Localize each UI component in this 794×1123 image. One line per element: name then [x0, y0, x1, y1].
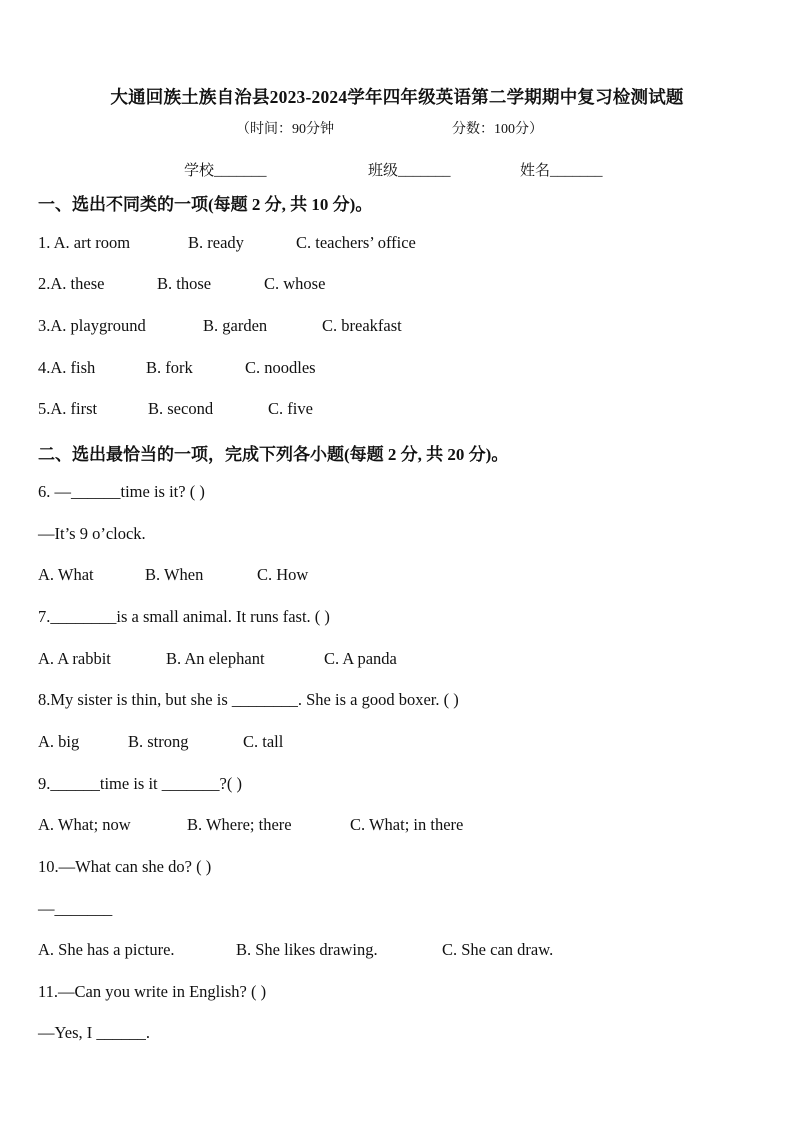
- q2-option-a: 2.A. these: [38, 274, 105, 293]
- section2-heading: 二、选出最恰当的一项，完成下列各小题(每题 2 分, 共 20 分)。: [38, 445, 509, 464]
- q3-option-a: 3.A. playground: [38, 316, 146, 335]
- q5-option-a: 5.A. first: [38, 399, 98, 418]
- q11-stem: 11.—Can you write in English? ( ): [38, 982, 267, 1001]
- q1-option-c: C. teachers’ office: [296, 233, 416, 252]
- q10-option-b: B. She likes drawing.: [236, 940, 378, 959]
- q7-option-a: A. A rabbit: [38, 649, 111, 668]
- q2-option-b: B. those: [157, 274, 212, 293]
- q10-option-a: A. She has a picture.: [38, 940, 175, 959]
- q10-reply: —_______: [38, 899, 113, 918]
- q6-option-b: B. When: [145, 565, 204, 584]
- q8-option-b: B. strong: [128, 732, 189, 751]
- q7-option-c: C. A panda: [324, 649, 397, 668]
- q8-option-c: C. tall: [243, 732, 284, 751]
- q6-reply: —It’s 9 o’clock.: [38, 524, 146, 543]
- class-field: 班级_______: [368, 163, 451, 179]
- school-field: 学校_______: [184, 163, 267, 179]
- q6-option-c: C. How: [257, 565, 309, 584]
- q9-option-c: C. What; in there: [350, 815, 464, 834]
- q4-option-b: B. fork: [146, 358, 193, 377]
- q10-option-c: C. She can draw.: [442, 940, 554, 959]
- exam-time: （时间：90分钟: [236, 122, 334, 137]
- q8-option-a: A. big: [38, 732, 80, 751]
- q1-option-b: B. ready: [188, 233, 244, 252]
- name-field: 姓名_______: [520, 163, 603, 179]
- q5-option-b: B. second: [148, 399, 214, 418]
- q11-reply: —Yes, I ______.: [38, 1023, 151, 1042]
- q5-option-c: C. five: [268, 399, 313, 418]
- q4-option-a: 4.A. fish: [38, 358, 96, 377]
- q3-option-b: B. garden: [203, 316, 268, 335]
- exam-score: 分数：100分）: [452, 122, 543, 137]
- page-title: 大通回族土族自治县2023-2024学年四年级英语第二学期期中复习检测试题: [110, 87, 684, 107]
- q8-stem: 8.My sister is thin, but she is ________. She is a good boxer. ( ): [38, 690, 459, 709]
- q9-option-b: B. Where; there: [187, 815, 292, 834]
- q6-option-a: A. What: [38, 565, 94, 584]
- q7-option-b: B. An elephant: [166, 649, 265, 668]
- q7-stem: 7.________is a small animal. It runs fast. ( ): [38, 607, 330, 626]
- q4-option-c: C. noodles: [245, 358, 316, 377]
- q10-stem: 10.—What can she do? ( ): [38, 857, 212, 876]
- section1-heading: 一、选出不同类的一项(每题 2 分, 共 10 分)。: [38, 195, 373, 214]
- q3-option-c: C. breakfast: [322, 316, 402, 335]
- q6-stem: 6. —______time is it? ( ): [38, 482, 205, 501]
- q1-option-a: 1. A. art room: [38, 233, 131, 252]
- q2-option-c: C. whose: [264, 274, 326, 293]
- q9-option-a: A. What; now: [38, 815, 131, 834]
- q9-stem: 9.______time is it _______?( ): [38, 774, 242, 793]
